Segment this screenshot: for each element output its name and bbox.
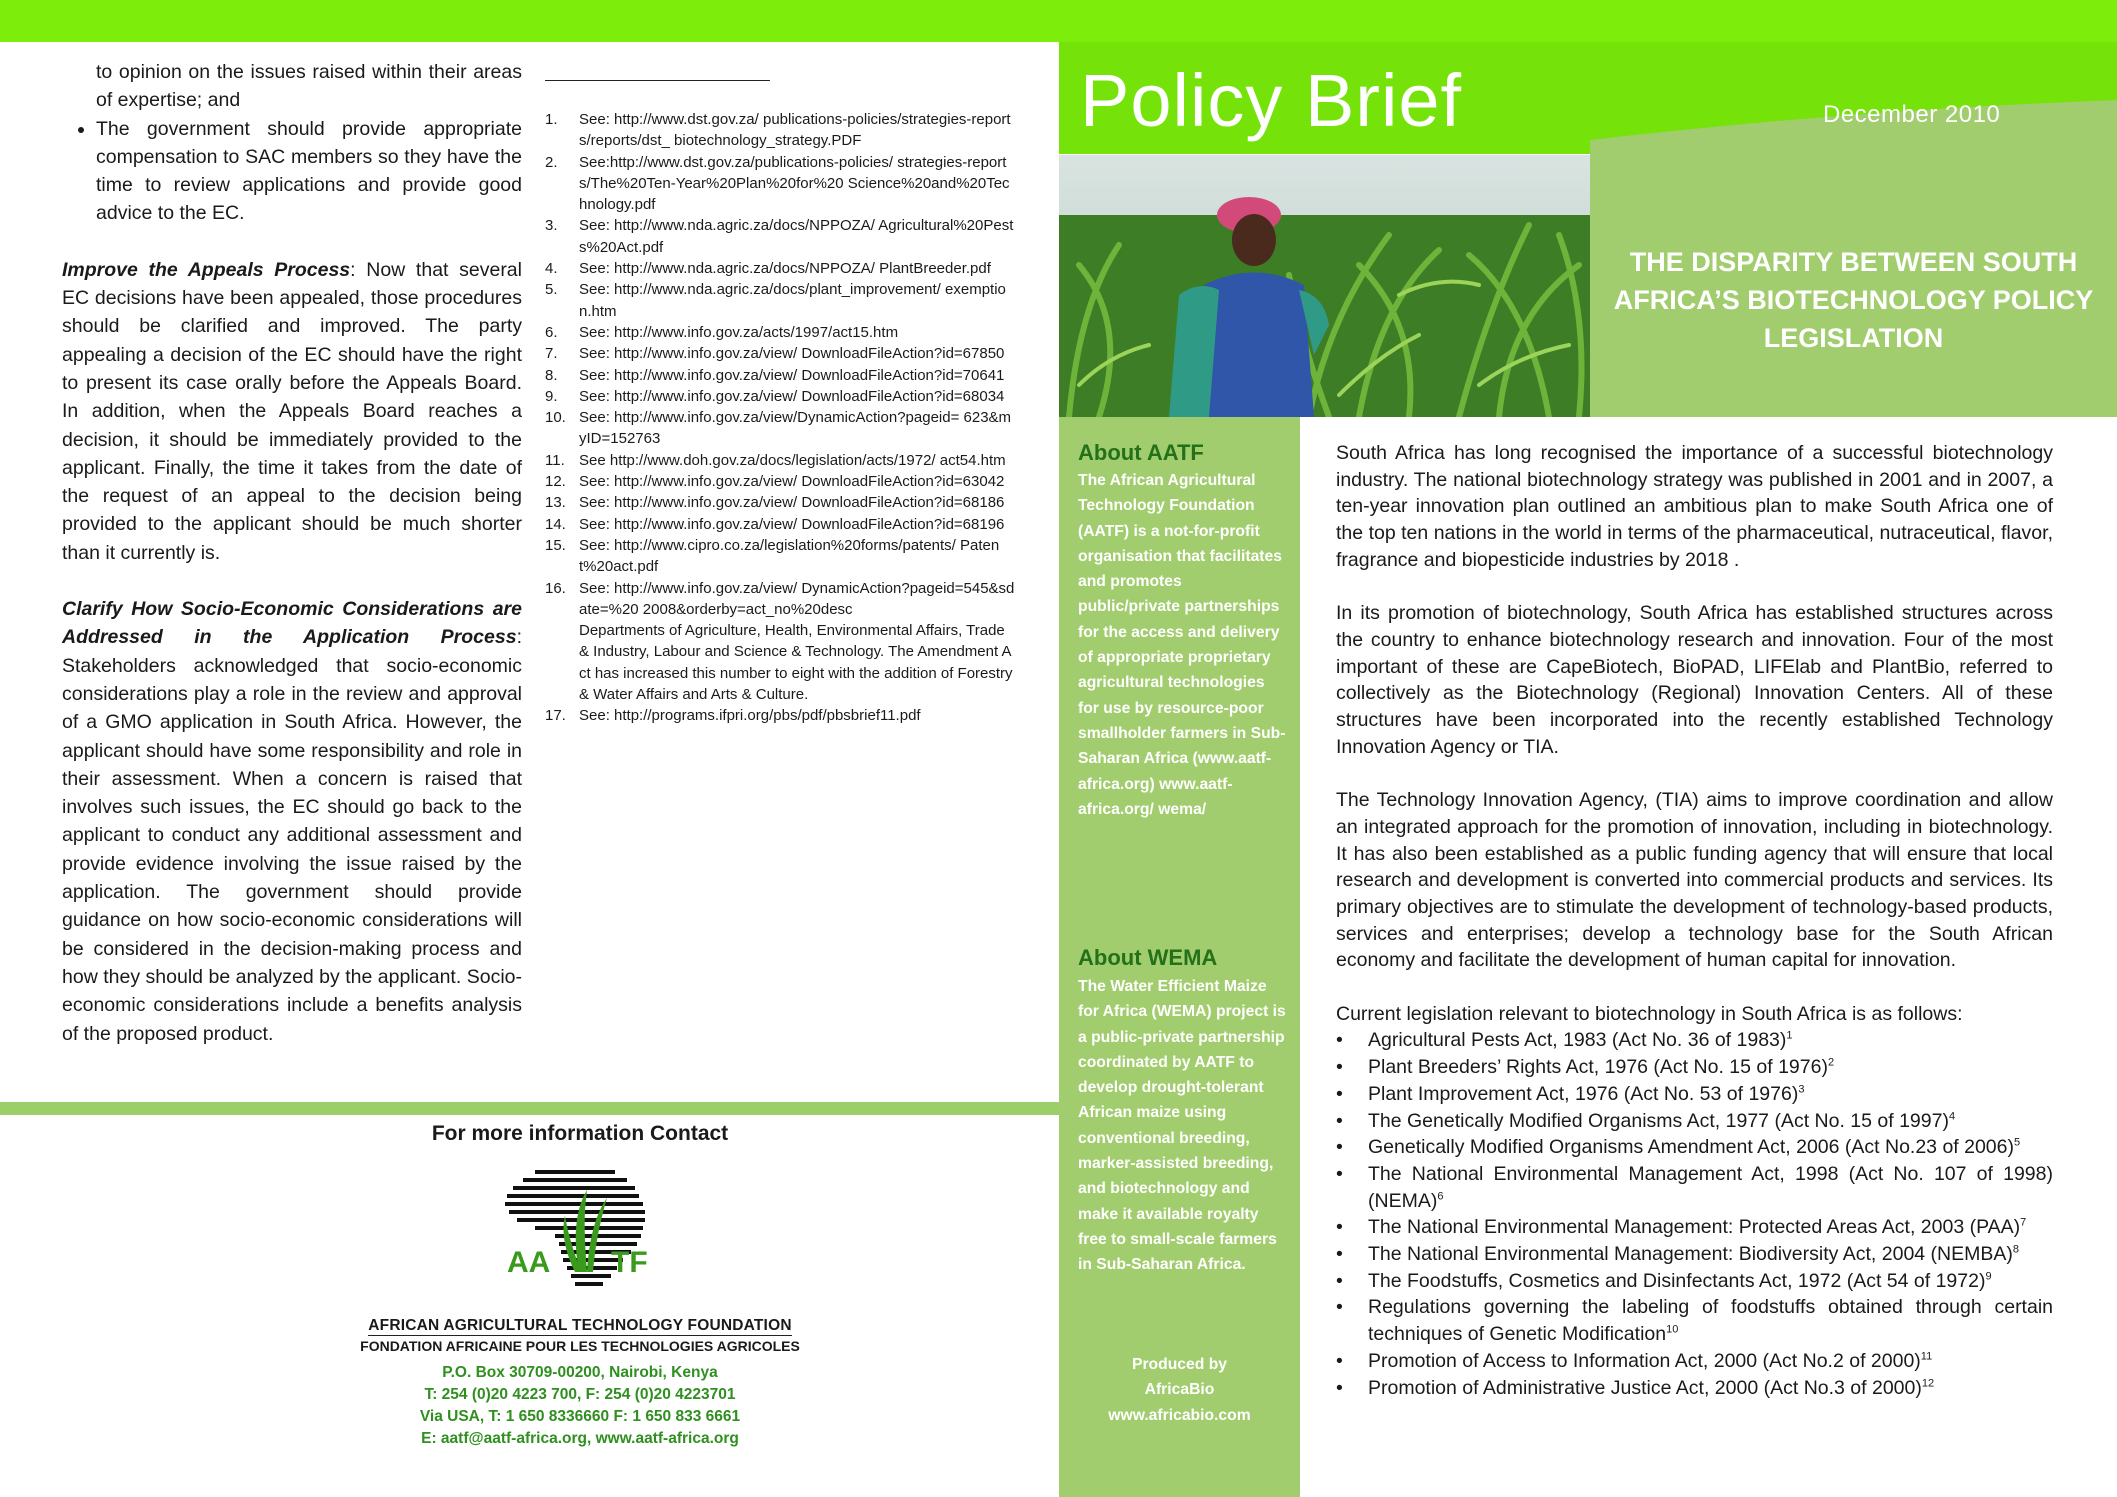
about-wema-heading: About WEMA [1078,945,1218,970]
footnote-number: 14. [545,515,566,533]
svg-text:AA: AA [507,1246,551,1279]
bullet: • [1336,1056,1343,1079]
appeals-paragraph: Improve the Appeals Process: Now that several EC decisions have been appealed, those procedures should be clarified and improved. The party appealing a decision of the EC should have the right to present its case orally before the Appeals Board. In addition, when the Appeals Board reaches a decision, it should be immediately provided to the applicant. Finally, the time it takes from the date of the request of an appeal to the decision being provided to the applicant should be much shorter than it currently is. [62,258,522,564]
aatf-logo [495,1160,665,1310]
footnote-item [545,386,1015,407]
bullet: • [1336,1216,1343,1239]
footnote-number: 6. [545,323,558,341]
socio-economic-paragraph: Clarify How Socio-Economic Considerations are Addressed in the Application Process: Stakeholders acknowledged that socio-economic considerations play a role in the review and approval of a GMO application in South Africa. However, the applicant should have some responsibility and role in their assessment. When a concern is raised that involves such issues, the EC should go back to the applicant to conduct any additional assessment and provide evidence involving the issue raised by the application. The government should provide guidance on how socio-economic considerations will be considered in the decision-making process and how they should be analyzed by the applicant. Socio-economic considerations include a benefits analysis of the proposed product. [62,598,522,1045]
footnote-text: See: http://www.info.gov.za/view/ DownloadFileAction?id=68196 [579,515,1005,533]
footnote-number: 15. [545,536,566,554]
footnote-text: See: http://www.info.gov.za/acts/1997/act15.htm [579,323,899,341]
footnote-number: 2. [545,153,558,171]
intro-paragraph: South Africa has long recognised the importance of a successful biotechnology industry. The national biotechnology strategy was published in 2001 and in 2007, a ten-year innovation plan outlined an ambitious plan to make South Africa one of the top ten nations in the world in terms of the pharmaceutical, nutraceutical, flavor, fragrance and biopesticide industries by 2018 . [1336,442,2053,571]
bullet: • [1336,1136,1343,1159]
contact-title: For more information Contact [431,1122,729,1145]
footnote-item [545,365,1015,386]
org-name-english: AFRICAN AGRICULTURAL TECHNOLOGY FOUNDATION [368,1317,792,1334]
footnote-item [545,450,1015,471]
footnote-number: 5. [545,281,558,299]
legislation-item: • Plant Breeders’ Rights Act, 1976 (Act No. 15 of 1976)$^2$ [1336,1054,2053,1081]
legislation-item: • The National Environmental Management: Biodiversity Act, 2004 (NEMBA)$^8$ [1336,1241,2053,1268]
footnote-list [545,109,1015,727]
top-green-bar [0,0,2117,42]
footnote-text: See: http://www.nda.agric.za/docs/NPPOZA/ Agricultural%20Pests%20Act.pdf [579,217,1014,256]
footnote-text: See:http://www.dst.gov.za/publications-policies/ strategies-reports/The%20Ten-Year%20Plan%20for%20 Science%20and%20Technology.pdf [579,153,1010,214]
footnote-number: 8. [545,366,558,384]
list-item: to opinion on the issues raised within their areas of expertise; and [96,61,522,112]
headline: THE DISPARITY BETWEEN SOUTH AFRICA’S BIOTECHNOLOGY POLICY LEGISLATION [1613,247,2094,353]
about-aatf-heading: About AATF [1078,440,1204,465]
legislation-item: • The Foodstuffs, Cosmetics and Disinfectants Act, 1972 (Act 54 of 1972)$^9$ [1336,1268,2053,1295]
footnote-number: 4. [545,260,558,278]
footnote-ref: 4 [1948,1110,1956,1123]
bullet: • [1336,1349,1343,1372]
footnote-text: See: http://www.cipro.co.za/legislation%20forms/patents/ Patent%20act.pdf [579,536,1000,576]
footnote-ref: 5 [2014,1136,2021,1149]
footnote-text: See: http://www.info.gov.za/view/DynamicAction?pageid= 623&myID=152763 [579,409,1012,448]
org-name-french: FONDATION AFRICAINE POUR LES TECHNOLOGIES AGRICOLES [360,1338,800,1354]
bullet: • [1336,1082,1343,1105]
recommendation-list [62,58,522,228]
bullet: • [1336,1376,1343,1399]
legislation-list [1336,1027,2053,1401]
footnote-item [545,258,1015,279]
footnote-text: See: http://www.info.gov.za/view/ DownloadFileAction?id=63042 [579,473,1005,491]
address: P.O. Box 30709-00200, Nairobi, Kenya [442,1364,718,1381]
footnote-ref: 12 [1921,1377,1935,1390]
footnote-item [545,279,1015,322]
footnote-text: See: http://www.info.gov.za/view/ DownloadFileAction?id=68186 [579,494,1005,512]
footnote-number: 11. [545,451,565,469]
footnote-text: See: http://www.info.gov.za/view/ DownloadFileAction?id=70641 [579,366,1005,384]
footnote-text: See: http://www.info.gov.za/view/ DownloadFileAction?id=67850 [579,345,1005,363]
legislation-item: • Regulations governing the labeling of foodstuffs obtained through certain techniques of Genetic Modification$^{10}$ [1336,1294,2053,1347]
footnote-text: See http://www.doh.gov.za/docs/legislation/acts/1972/ act54.htm [579,451,1006,469]
usa-phone: Via USA, T: 1 650 8336660 F: 1 650 833 6661 [419,1408,741,1425]
footnotes [545,80,1015,727]
bullet: • [1336,1296,1343,1319]
bullet: • [1336,1269,1343,1292]
bullet: • [1336,1109,1343,1132]
footnote-item [545,322,1015,343]
footnote-item [545,535,1015,578]
footnote-item [545,492,1015,513]
page-title: Policy Brief [1080,59,1463,142]
footnote-ref: 10 [1666,1323,1679,1336]
footnote-ref: 1 [1786,1029,1793,1042]
footnote-number: 3. [545,217,558,235]
footnote-item [545,407,1015,450]
legislation-item: • Promotion of Access to Information Act, 2000 (Act No.2 of 2000)$^{11}$ [1336,1348,2053,1375]
list-item: • The government should provide appropriate compensation to SAC members so they have the time to review applications and provide good advice to the EC. [96,115,522,228]
divider-bar [0,1102,1060,1115]
footnote-ref: 11 [1920,1350,1933,1363]
footnote-ref: 2 [1827,1056,1835,1069]
footnote-item [545,215,1015,258]
footnote-item [545,471,1015,492]
footnote-number: 7. [545,345,558,363]
footnote-number: 12. [545,473,566,491]
legislation-item: • Agricultural Pests Act, 1983 (Act No. 36 of 1983)$^1$ [1336,1027,2053,1054]
footnote-number: 16. [545,579,566,597]
phone: T: 254 (0)20 4223 700, F: 254 (0)20 4223701 [424,1386,736,1403]
footnote-item [545,514,1015,535]
footnote-text: See: http://www.dst.gov.za/ publications-policies/strategies-reports/reports/dst_ biotechnology_strategy.PDF [579,111,1011,150]
legislation-item: • The Genetically Modified Organisms Act, 1977 (Act No. 15 of 1997)$^4$ [1336,1108,2053,1135]
footnote-text: See: http://www.info.gov.za/view/ DynamicAction?pageid=545&sdate=%20 2008&orderby=act_no%20desc [579,579,1015,618]
svg-text:TF: TF [611,1246,648,1279]
legislation-item: • Genetically Modified Organisms Amendment Act, 2006 (Act No.23 of 2006)$^5$ [1336,1134,2053,1161]
footnote-number: 9. [545,387,558,405]
footnote-item [545,578,1015,621]
bullet: • [1336,1162,1343,1185]
legislation-item: • The National Environmental Management: Protected Areas Act, 2003 (PAA)$^7$ [1336,1214,2053,1241]
footnote-text: See: http://programs.ifpri.org/pbs/pdf/pbsbrief11.pdf [579,707,921,725]
farmer-photo [1059,155,1590,417]
socio-economic-heading: Clarify How Socio-Economic Considerations are Addressed in the Application Process [62,598,522,649]
legislation-item: • Promotion of Administrative Justice Act, 2000 (Act No.3 of 2000)$^{12}$ [1336,1375,2053,1402]
left-column-text [62,58,522,1076]
footnote-number: 10. [545,409,566,427]
tia-paragraph: The Technology Innovation Agency, (TIA) aims to improve coordination and allow an integrated approach for the promotion of innovation, including in biotechnology. It has also been established as a public funding agency that will ensure that local research and development is converted into commercial products and services. Its primary objectives are to stimulate the development of technology-based products, services and enterprises; develop a technology base for the South African economy and facilitate the development of human capital for innovation. [1336,789,2053,972]
footnote-number [545,620,579,705]
bullet: • [1336,1029,1343,1052]
footnote-item [545,152,1015,216]
footnote-item [545,705,1015,726]
footnote-text: See: http://www.nda.agric.za/docs/NPPOZA/ PlantBreeder.pdf [579,260,991,278]
about-wema-text: The Water Efficient Maize for Africa (WEMA) project is a public-private partnership coordinated by AATF to develop drought-tolerant African maize using conventional breeding, marker-assisted breeding, and biotechnology and make it available royalty free to small-scale farmers in Sub-Saharan Africa. [1078,978,1286,1274]
footnote-item [545,343,1015,364]
producer-link[interactable]: www.africabio.com [1108,1406,1251,1424]
producer-credit: Produced by AfricaBio www.africabio.com [1059,1352,1300,1428]
footnote-number: 17. [545,707,566,725]
footnote-number: 13. [545,494,566,512]
footnote-ref: 3 [1798,1083,1805,1096]
main-body [1336,440,2053,1401]
headline-box [1590,155,2117,417]
appeals-heading: Improve the Appeals Process [62,258,351,281]
bullet: • [1336,1243,1343,1266]
contact-block [360,1118,800,1450]
legislation-item: • Plant Improvement Act, 1976 (Act No. 53 of 1976)$^3$ [1336,1081,2053,1108]
footnote-item [545,620,1015,705]
footnote-text: Departments of Agriculture, Health, Environmental Affairs, Trade & Industry, Labour and Science & Technology. The Amendment Act has increased this number to eight with the addition of Forestry & Water Affairs and Arts & Culture. [579,622,1013,704]
legislation-item: • The National Environmental Management Act, 1998 (Act No. 107 of 1998) (NEMA)$^6$ [1336,1161,2053,1214]
email-web: E: aatf@aatf-africa.org, www.aatf-africa.org [421,1430,739,1447]
legislation-intro: Current legislation relevant to biotechnology in South Africa is as follows: [1336,1002,1963,1025]
footnote-ref: 6 [1437,1190,1444,1203]
footnote-rule [545,80,770,81]
footnote-ref: 7 [2020,1216,2027,1229]
footnote-number: 1. [545,111,558,128]
footnote-text: See: http://www.nda.agric.za/docs/plant_improvement/ exemption.htm [579,281,1006,320]
about-aatf-text: The African Agricultural Technology Foundation (AATF) is a not-for-profit organisation that facilitates and promotes public/private partnerships for the access and delivery of appropriate proprietary agricultural technologies for use by resource-poor smallholder farmers in Sub-Saharan Africa (www.aatf-africa.org) www.aatf-africa.org/ wema/ [1078,472,1286,818]
contact-details [360,1362,800,1450]
footnote-ref: 9 [1985,1270,1992,1283]
footnote-text: See: http://www.info.gov.za/view/ DownloadFileAction?id=68034 [579,387,1005,405]
issue-date: December 2010 [1823,101,2001,128]
footnote-ref: 8 [2012,1243,2020,1256]
structures-paragraph: In its promotion of biotechnology, South Africa has established structures across the country to enhance biotechnology research and innovation. Four of the most important of these are CapeBiotech, BioPAD, LIFElab and PlantBio, referred to collectively as the Biotechnology (Regional) Innovation Centers. All of these structures have been incorporated into the recently established Technology Innovation Agency or TIA. [1336,602,2053,758]
maize-field-image [1059,155,1590,417]
footnote-item [545,109,1015,152]
